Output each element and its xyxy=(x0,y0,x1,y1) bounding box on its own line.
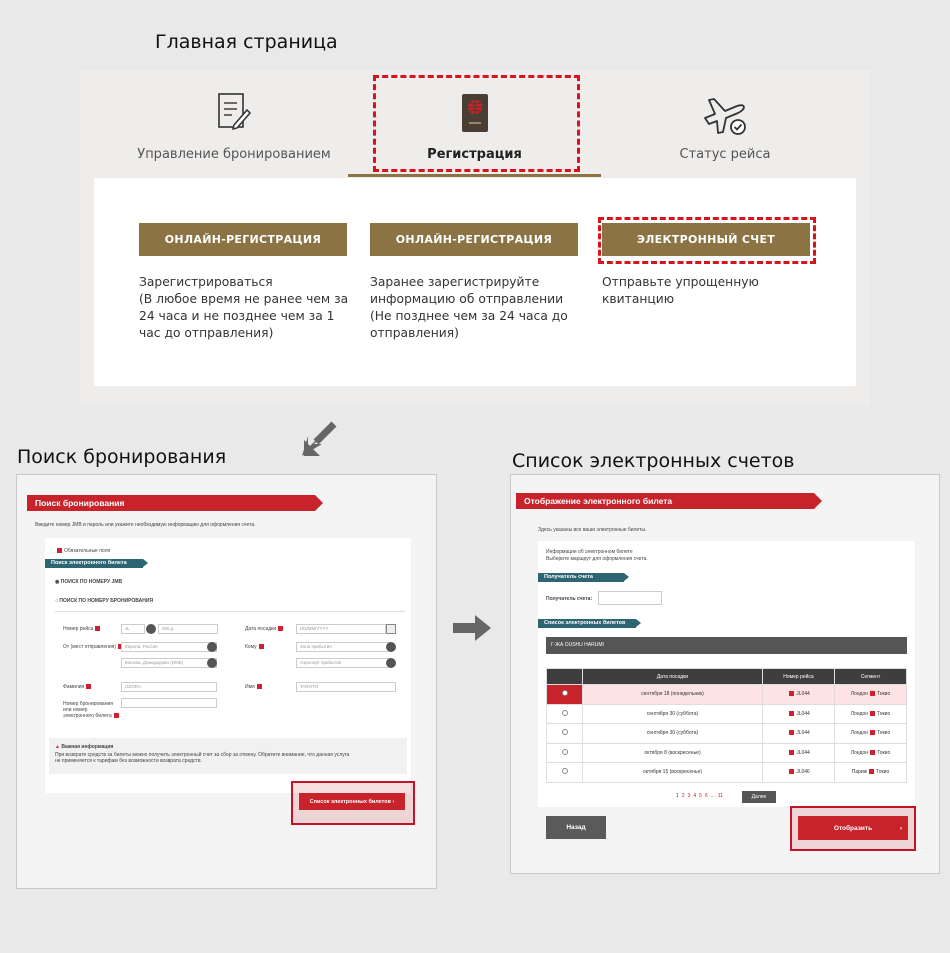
radio-button[interactable] xyxy=(562,710,568,716)
page-link[interactable]: 5 xyxy=(699,793,702,799)
active-tab-underline xyxy=(348,174,601,177)
radio-button[interactable] xyxy=(562,729,568,735)
flight-number-label: Номер рейса xyxy=(63,626,100,632)
info-line-1: Информация об электронном билете xyxy=(546,549,633,555)
row-segment: Лондон Токио xyxy=(835,724,907,744)
row-date: сентября 18 (понедельник) xyxy=(583,685,763,705)
row-select[interactable] xyxy=(547,685,583,705)
search-intro: Введите номер JMB и пароль или укажите необходимую информацию для оформления счета. xyxy=(35,522,256,528)
from-region-field[interactable]: Европа, Россия xyxy=(121,642,217,652)
advance-checkin-description: Заранее зарегистрируйте информацию об отправлении (Не позднее чем за 24 часа до отправления) xyxy=(370,275,568,340)
pagination[interactable] xyxy=(676,793,726,799)
chevron-down-icon[interactable] xyxy=(386,642,396,652)
table-row[interactable] xyxy=(547,724,907,744)
col-select xyxy=(547,669,583,685)
row-date: октября 15 (воскресенье) xyxy=(583,763,763,783)
last-name-field[interactable]: OZORA xyxy=(121,682,217,692)
page-link[interactable]: 1 xyxy=(676,793,679,799)
list-intro: Здесь указаны все ваши электронные билеты. xyxy=(538,527,647,533)
page-link[interactable]: ... xyxy=(710,793,715,799)
e-receipt-button[interactable]: ЭЛЕКТРОННЫЙ СЧЕТ xyxy=(602,223,810,256)
airline-icon xyxy=(789,730,794,735)
row-flight: JL044 xyxy=(763,724,835,744)
date-field[interactable]: DD/MM/YYYY xyxy=(296,624,386,634)
recipient-field[interactable] xyxy=(598,591,662,605)
radio-button[interactable] xyxy=(562,690,568,696)
row-date: октября 8 (воскресенье) xyxy=(583,743,763,763)
row-segment: Лондон Токио xyxy=(835,685,907,705)
page-link[interactable]: 2 xyxy=(681,793,685,799)
flight-number-field[interactable]: 000 д xyxy=(158,624,218,634)
page-link[interactable]: 3 xyxy=(687,793,691,799)
row-select[interactable] xyxy=(547,743,583,763)
flight-prefix-field[interactable]: JL xyxy=(121,624,145,634)
row-flight: JL044 xyxy=(763,704,835,724)
chevron-down-icon[interactable] xyxy=(207,658,217,668)
page-link[interactable]: 11 xyxy=(717,793,724,799)
tab-booking-management[interactable] xyxy=(110,70,358,176)
required-note: Обязательные поля xyxy=(55,548,110,554)
from-label: От (мест отправления) xyxy=(63,644,123,650)
col-flight: Номер рейса xyxy=(763,669,835,685)
passenger-bar xyxy=(546,637,907,654)
chevron-down-icon[interactable] xyxy=(207,642,217,652)
tickets-table xyxy=(546,668,907,783)
notice-title: ▲ Важная информация xyxy=(55,744,114,750)
first-name-label: Имя xyxy=(245,684,262,690)
table-row[interactable] xyxy=(547,704,907,724)
registration-content xyxy=(94,178,856,386)
row-flight: JL046 xyxy=(763,763,835,783)
tab-label: Регистрация xyxy=(427,147,522,162)
e-receipt-description: Отправьте упрощенную квитанцию xyxy=(602,275,759,306)
booking-number-field[interactable] xyxy=(121,698,217,708)
show-button[interactable]: Отобразить › xyxy=(798,816,908,840)
list-card xyxy=(538,541,915,807)
row-select[interactable] xyxy=(547,724,583,744)
row-segment: Лондон Токио xyxy=(835,743,907,763)
arrow-right-icon xyxy=(870,691,875,696)
arrow-right-icon xyxy=(869,769,874,774)
list-banner: Отображение электронного билета xyxy=(516,493,814,509)
airline-icon xyxy=(789,769,794,774)
col-segment: Сегмент xyxy=(835,669,907,685)
radio-button[interactable] xyxy=(562,749,568,755)
radio-button[interactable] xyxy=(562,768,568,774)
row-flight: JL044 xyxy=(763,685,835,705)
search-heading: Поиск бронирования xyxy=(17,446,227,468)
row-segment: Лондон Токио xyxy=(835,704,907,724)
row-segment: Париж Токио xyxy=(835,763,907,783)
important-notice xyxy=(49,738,407,774)
info-line-2: Выберите маршрут для оформления счета. xyxy=(546,556,648,562)
airline-icon xyxy=(789,711,794,716)
recipient-label: Получатель счета: xyxy=(546,596,593,602)
search-form xyxy=(45,538,411,793)
tab-flight-status[interactable] xyxy=(601,70,849,176)
table-row[interactable] xyxy=(547,685,907,705)
online-checkin-button[interactable]: ОНЛАЙН-РЕГИСТРАЦИЯ xyxy=(139,223,347,256)
date-label: Дата посадки xyxy=(245,626,283,632)
advance-checkin-button[interactable]: ОНЛАЙН-РЕГИСТРАЦИЯ xyxy=(370,223,578,256)
from-airport-field[interactable]: Москва, Домодедово (DME) xyxy=(121,658,217,668)
row-flight: JL044 xyxy=(763,743,835,763)
arrow-right-icon xyxy=(870,750,875,755)
option-booking[interactable]: ○ ПОИСК ПО НОМЕРУ БРОНИРОВАНИЯ xyxy=(55,598,154,604)
to-region-field[interactable]: Зона прибытия xyxy=(296,642,390,652)
arrow-down-left-icon xyxy=(300,420,340,465)
document-edit-icon xyxy=(216,92,252,137)
tab-label: Управление бронированием xyxy=(137,147,331,162)
back-button[interactable]: Назад xyxy=(546,816,606,839)
search-banner: Поиск бронирования xyxy=(27,495,315,511)
row-select[interactable] xyxy=(547,704,583,724)
to-airport-field[interactable]: Аэропорт прибытия xyxy=(296,658,390,668)
chevron-down-icon[interactable] xyxy=(146,624,156,634)
main-page-heading: Главная страница xyxy=(155,31,338,53)
search-screenshot xyxy=(16,474,437,889)
row-date: сентября 30 (суббота) xyxy=(583,704,763,724)
booking-number-label: Номер бронирования или номер электронного билета xyxy=(63,701,119,719)
row-date: сентября 30 (суббота) xyxy=(583,724,763,744)
page-link[interactable]: 4 xyxy=(693,793,697,799)
next-page-button[interactable]: Далее xyxy=(742,791,776,803)
passenger-name: Г-ЖА OUSHU HARUMI xyxy=(551,642,604,648)
tickets-tag: Список электронных билетов xyxy=(538,619,636,628)
row-select[interactable] xyxy=(547,763,583,783)
airline-icon xyxy=(789,750,794,755)
e-receipt-highlight xyxy=(598,217,816,264)
recipient-tag: Получатель счета xyxy=(538,573,624,582)
airline-icon xyxy=(789,691,794,696)
list-screenshot xyxy=(510,474,940,874)
arrow-right-icon xyxy=(870,711,875,716)
page-link[interactable]: 6 xyxy=(704,793,708,799)
chevron-down-icon[interactable] xyxy=(386,658,396,668)
main-page-panel xyxy=(80,70,870,405)
e-ticket-list-button[interactable]: Список электронных билетов › xyxy=(299,793,405,810)
table-row[interactable] xyxy=(547,743,907,763)
e-ticket-search-tag: Поиск электронного билета xyxy=(45,559,143,568)
table-row[interactable] xyxy=(547,763,907,783)
to-label: Кому xyxy=(245,644,264,650)
notice-text: При возврате средств за билеты можно получить электронный счет за сбор за отмену. Обратите внимание, что данная услуга не применяется к тарифам без возможности возврата средств. xyxy=(55,752,350,764)
online-checkin-description: Зарегистрироваться (В любое время не ранее чем за 24 часа и не позднее чем за 1 час до отправления) xyxy=(139,275,349,340)
tab-label: Статус рейса xyxy=(679,147,771,162)
arrow-right-icon xyxy=(870,730,875,735)
plane-check-icon xyxy=(701,92,749,141)
registration-tab-highlight xyxy=(373,75,580,172)
option-jmb[interactable]: ◉ ПОИСК ПО НОМЕРУ JMB xyxy=(55,579,123,585)
arrow-right-icon xyxy=(453,615,493,646)
list-heading: Список электронных счетов xyxy=(512,450,795,472)
calendar-icon[interactable] xyxy=(386,624,396,634)
col-date: Дата посадки xyxy=(583,669,763,685)
last-name-label: Фамилия xyxy=(63,684,91,690)
first-name-field[interactable]: TAROTO xyxy=(296,682,396,692)
